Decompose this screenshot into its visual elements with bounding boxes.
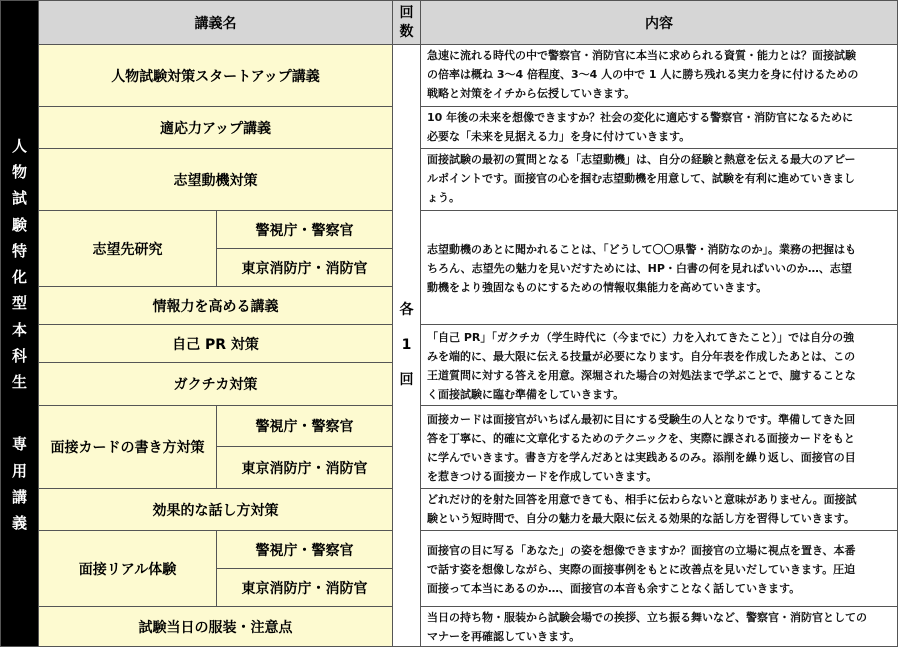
desc-talk: どれだけ的を射た回答を用意できても、相手に伝わらないと意味がありません。面接試 験という短時間で、自分の魅力を最大限に伝える効果的な話し方を習得していきます。	[421, 489, 898, 531]
lecture-startup: 人物試験対策スタートアップ講義	[39, 45, 393, 107]
sub-real-police: 警視庁・警察官	[217, 531, 393, 569]
desc-card: 面接カードは面接官がいちばん最初に目にする受験生の人となりです。準備してきた回 答を丁寧に、的確に文章化するためのテクニックを、実際に課される面接カードをもと に学んでいきます。書き方を学んだあとは実践あるのみ。添削を繰り返し、面接官の目 を惹きつける面接カードを作成していきます。	[421, 406, 898, 489]
lecture-attire: 試験当日の服装・注意点	[39, 607, 393, 647]
lecture-motive: 志望動機対策	[39, 149, 393, 211]
lecture-pr: 自己 PR 対策	[39, 325, 393, 363]
desc-real: 面接官の目に写る「あなた」の姿を想像できますか？面接官の立場に視点を置き、本番 で話す姿を想像しながら、実際の面接事例をもとに改善点を見いだしていきます。圧迫 面接って本当にあるのか…、面接官の本音も余すことなく話していきます。	[421, 531, 898, 607]
sub-card-police: 警視庁・警察官	[217, 406, 393, 447]
header-content: 内容	[421, 1, 898, 45]
sidebar-part2: 専 用 講 義	[11, 435, 27, 532]
sub-card-fire: 東京消防庁・消防官	[217, 447, 393, 489]
lecture-adapt: 適応力アップ講義	[39, 107, 393, 149]
sidebar-part1: 人 物 試 験 特 化 型 本 科 生	[11, 136, 27, 391]
sub-research-police: 警視庁・警察官	[217, 211, 393, 249]
lecture-card: 面接カードの書き方対策	[39, 406, 217, 489]
lecture-gakuchika: ガクチカ対策	[39, 363, 393, 406]
desc-research: 志望動機のあとに聞かれることは、「どうして〇〇県警・消防なのか」。業務の把握はも ちろん、志望先の魅力を見いだすためには、HP・白書の何を見ればいいのか…、志望 動機をより強固なものにするための情報収集能力を高めていきます。	[421, 211, 898, 325]
desc-motive: 面接試験の最初の質問となる「志望動機」は、自分の経験と熱意を伝える最大のアピー ルポイントです。面接官の心を掴む志望動機を用意して、試験を有利に進めていきまし ょう。	[421, 149, 898, 211]
sub-real-fire: 東京消防庁・消防官	[217, 569, 393, 607]
desc-pr: 「自己 PR」「ガクチカ（学生時代に（今までに）力を入れてきたこと）」では自分の強 みを端的に、最大限に伝える技量が必要になります。自分年表を作成したあとは、この 王道質問に対する答えを用意。深堀された場合の対処法まで学ぶことで、臆することな く面接試験に臨む準備をしていきます。	[421, 325, 898, 406]
lecture-real: 面接リアル体験	[39, 531, 217, 607]
header-lecture-name: 講義名	[39, 1, 393, 45]
lecture-info: 情報力を高める講義	[39, 287, 393, 325]
desc-attire: 当日の持ち物・服装から試験会場での挨拶、立ち振る舞いなど、警察官・消防官としての マナーを再確認していきます。	[421, 607, 898, 647]
desc-adapt: 10 年後の未来を想像できますか？社会の変化に適応する警察官・消防官になるために 必要な「未来を見据える力」を身に付けていきます。	[421, 107, 898, 149]
sub-research-fire: 東京消防庁・消防官	[217, 249, 393, 287]
sidebar-course-label	[1, 1, 39, 647]
lecture-research: 志望先研究	[39, 211, 217, 287]
count-each-once: 各 1 回	[393, 45, 421, 647]
desc-startup: 急速に流れる時代の中で警察官・消防官に本当に求められる資質・能力とは？面接試験 の倍率は概ね 3～4 倍程度、3～4 人の中で 1 人に勝ち残れる実力を身に付けるための 戦略と対策をイチから伝授していきます。	[421, 45, 898, 107]
header-count: 回数	[393, 1, 421, 45]
lecture-talk: 効果的な話し方対策	[39, 489, 393, 531]
